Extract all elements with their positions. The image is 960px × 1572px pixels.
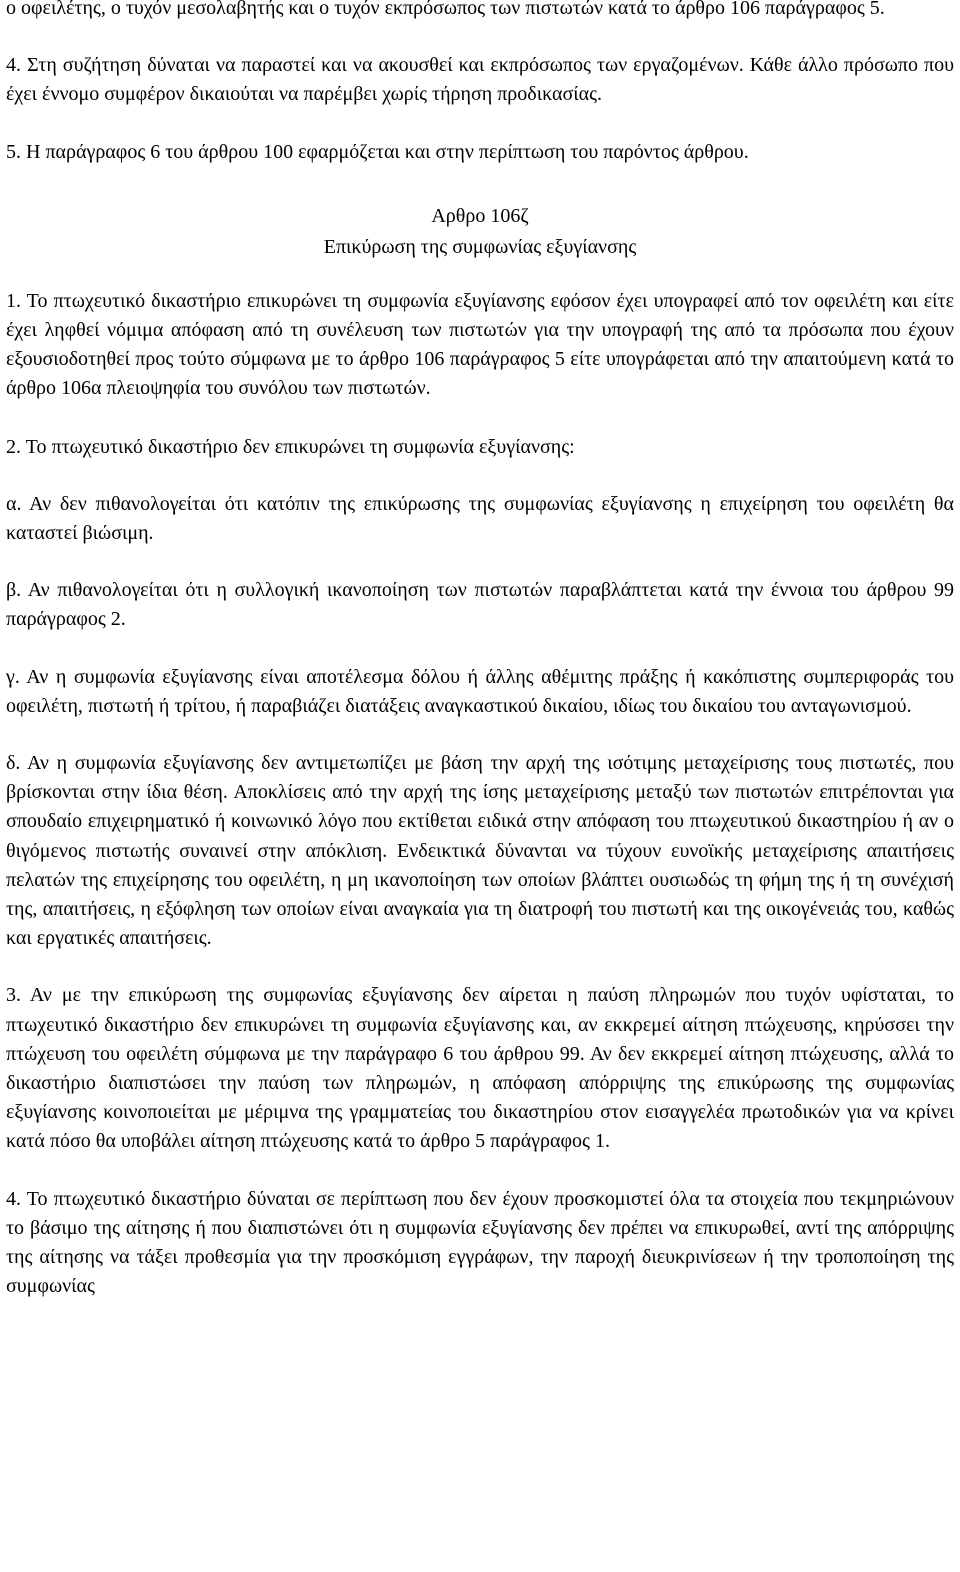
article-paragraph-2: 2. Το πτωχευτικό δικαστήριο δεν επικυρώνει τη συμφωνία εξυγίανσης: bbox=[6, 435, 575, 458]
paragraph-4: 4. Στη συζήτηση δύναται να παραστεί και να ακουσθεί και εκπρόσωπος των εργαζομένων. Κάθε άλλο πρόσωπο που έχει έννομο συμφέρον δικαιούται να παρέμβει χωρίς τήρηση προδικασίας. bbox=[6, 54, 954, 106]
spacer bbox=[6, 167, 954, 201]
paragraph-5: 5. Η παράγραφος 6 του άρθρου 100 εφαρμόζεται και στην περίπτωση του παρόντος άρθρου. bbox=[6, 140, 749, 163]
spacer bbox=[6, 462, 954, 490]
article-paragraph-3: 3. Αν με την επικύρωση της συμφωνίας εξυγίανσης δεν αίρεται η παύση πληρωμών που τυχόν υφίσταται, το πτωχευτικό δικαστήριο δεν επικυρώνει τη συμφωνία εξυγίανσης και, αν εκκρεμεί αίτηση πτώχευσης, κηρύσσει την πτώχευση του οφειλέτη σύμφωνα με την παράγραφο 6 του άρθρου 99. Αν δεν εκκρεμεί αίτηση πτώχευσης, αλλά το δικαστήριο διαπιστώσει την παύση των πληρωμών, η απόφαση απόρριψης της επικύρωσης της συμφωνίας εξυγίανσης κοινοποιείται με μέριμνα της γραμματείας του δικαστηρίου στον εισαγγελέα πρωτοδικών για να κρίνει κατά πόσο θα υποβάλει αίτηση πτώχευσης κατά το άρθρο 5 παράγραφος 1. bbox=[6, 984, 954, 1153]
spacer bbox=[6, 1157, 954, 1185]
spacer bbox=[6, 23, 954, 51]
spacer bbox=[6, 548, 954, 576]
article-paragraph-4: 4. Το πτωχευτικό δικαστήριο δύναται σε περίπτωση που δεν έχουν προσκομιστεί όλα τα στοιχεία που τεκμηριώνουν το βάσιμο της αίτησης ή που διαπιστώνει ότι η συμφωνία εξυγίανσης δεν πρέπει να επικυρωθεί, αντί της απόρριψης της αίτησης να τάξει προθεσμία για την προσκόμιση εγγράφων, την παροχή διευκρινίσεων ή την τροποποίηση της συμφωνίας bbox=[6, 1187, 954, 1298]
intro-paragraph: ο οφειλέτης, ο τυχόν μεσολαβητής και ο τυχόν εκπρόσωπος των πιστωτών κατά το άρθρο 106 παράγραφος 5. bbox=[6, 0, 885, 19]
case-beta: β. Αν πιθανολογείται ότι η συλλογική ικανοποίηση των πιστωτών παραβλάπτεται κατά την έννοια του άρθρου 99 παράγραφος 2. bbox=[6, 579, 954, 631]
case-delta: δ. Αν η συμφωνία εξυγίανσης δεν αντιμετωπίζει με βάση την αρχή της ισότιμης μεταχείρισης τους πιστωτές, που βρίσκονται στην ίδια θέση. Αποκλίσεις από την αρχή της ίσης μεταχείρισης μεταξύ των πιστωτών επιτρέπονται για σπουδαίο επιχειρηματικό ή κοινωνικό λόγο που εκτίθεται ειδικά στην απόφαση του πτωχευτικού δικαστηρίου ή αν ο θιγόμενος πιστωτής συναινεί στην απόκλιση. Ενδεικτικά δύνανται να τύχουν ευνοϊκής μεταχείρισης απαιτήσεις πελατών της επιχείρησης του οφειλέτη, η μη ικανοποίηση των οποίων βλάπτει ουσιωδώς τη φήμη της ή τη συνέχισή της, απαιτήσεις, η εξόφληση των οποίων είναι αναγκαία για τη διατροφή του πιστωτή και της οικογένειάς του, καθώς και εργατικές απαιτήσεις. bbox=[6, 752, 954, 950]
article-paragraph-1: 1. Το πτωχευτικό δικαστήριο επικυρώνει τη συμφωνία εξυγίανσης εφόσον έχει υπογραφεί από τον οφειλέτη και είτε έχει ληφθεί νόμιμα απόφαση από τη συνέλευση των πιστωτών για την υπογραφή της από τα πρόσωπα που έχουν εξουσιοδοτηθεί προς τούτο σύμφωνα με το άρθρο 106 παράγραφος 5 είτε υπογράφεται από την απαιτούμενη κατά το άρθρο 106α πλειοψηφία του συνόλου των πιστωτών. bbox=[6, 289, 954, 400]
spacer bbox=[6, 110, 954, 138]
spacer bbox=[6, 404, 954, 433]
case-gamma: γ. Αν η συμφωνία εξυγίανσης είναι αποτέλεσμα δόλου ή άλλης αθέμιτης πράξης ή κακόπιστης συμπεριφοράς του οφειλέτη, πιστωτή ή τρίτου, ή παραβιάζει διατάξεις αναγκαστικού δικαίου, ιδίως του δικαίου του ανταγωνισμού. bbox=[6, 665, 954, 717]
case-alpha: α. Αν δεν πιθανολογείται ότι κατόπιν της επικύρωσης της συμφωνίας εξυγίανσης η επιχείρηση του οφειλέτη θα καταστεί βιώσιμη. bbox=[6, 492, 954, 545]
spacer bbox=[6, 635, 954, 663]
spacer bbox=[6, 953, 954, 981]
spacer bbox=[6, 721, 954, 749]
article-title: Επικύρωση της συμφωνίας εξυγίανσης bbox=[323, 235, 637, 258]
spacer bbox=[6, 263, 954, 287]
article-number: Αρθρο 106ζ bbox=[431, 204, 529, 227]
